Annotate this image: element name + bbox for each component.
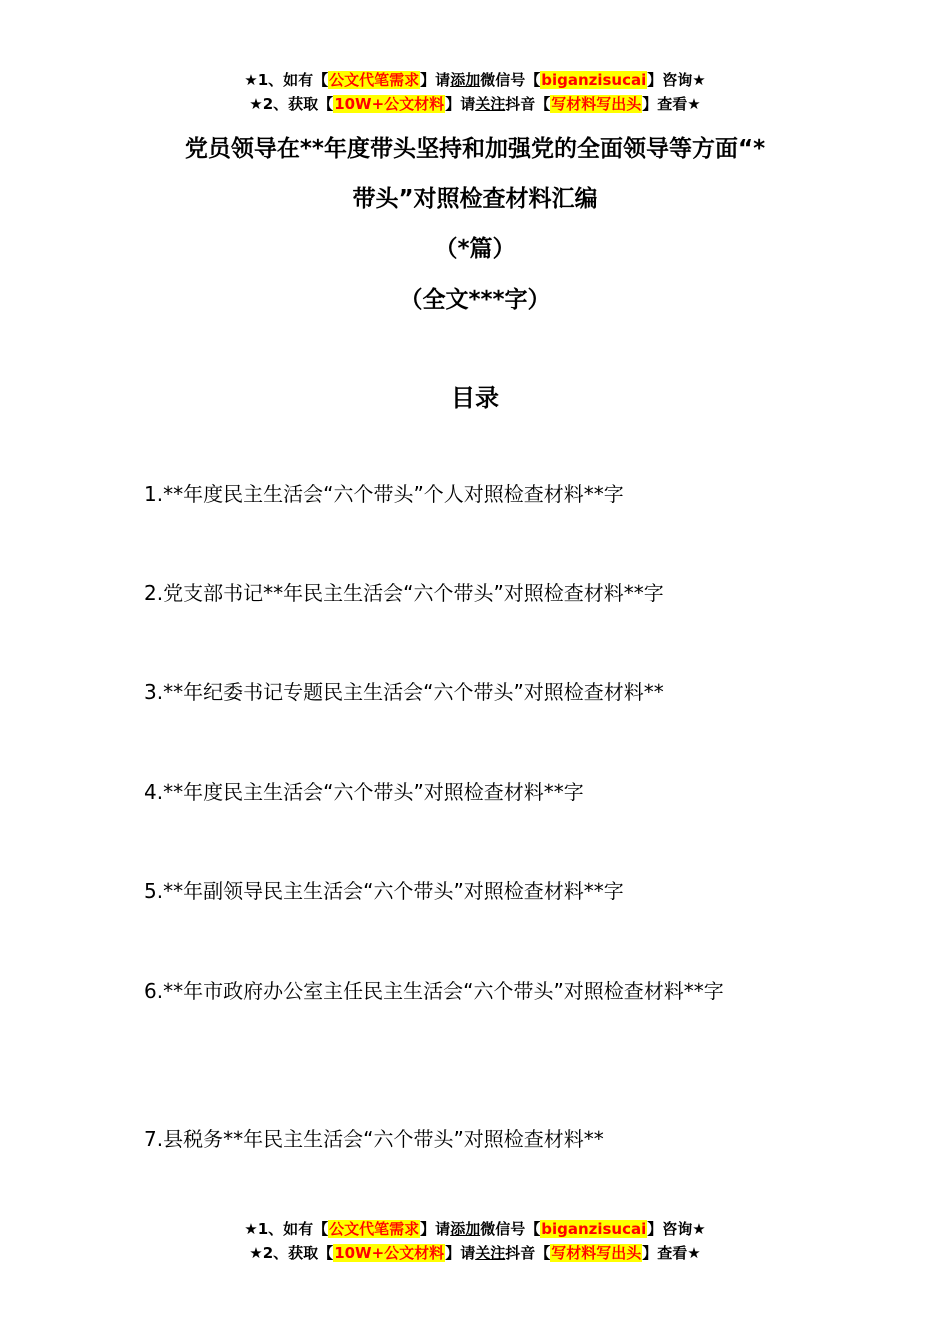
highlight-wechat-id: biganzisucai xyxy=(541,1220,647,1238)
toc-item: 5.**年副领导民主生活会“六个带头”对照检查材料**字 xyxy=(144,879,624,903)
document-word-count: （全文***字） xyxy=(399,287,551,313)
highlight-service: 公文代笔需求 xyxy=(329,71,420,89)
footer-banner xyxy=(0,1217,950,1265)
banner-line-2: ★2、获取【10W+公文材料】请关注抖音【写材料写出头】查看★ xyxy=(249,1244,701,1262)
toc-item: 6.**年市政府办公室主任民主生活会“六个带头”对照检查材料**字 xyxy=(144,979,724,1003)
highlight-douyin-id: 写材料写出头 xyxy=(551,1244,642,1262)
banner-line-2: ★2、获取【10W+公文材料】请关注抖音【写材料写出头】查看★ xyxy=(249,95,701,113)
highlight-douyin-id: 写材料写出头 xyxy=(551,95,642,113)
toc-item: 1.**年度民主生活会“六个带头”个人对照检查材料**字 xyxy=(144,482,624,506)
highlight-materials: 10W+公文材料 xyxy=(334,1244,445,1262)
toc-item: 3.**年纪委书记专题民主生活会“六个带头”对照检查材料** xyxy=(144,680,664,704)
banner-line-1: ★1、如有【公文代笔需求】请添加微信号【biganzisucai】咨询★ xyxy=(244,71,706,89)
toc-item: 7.县税务**年民主生活会“六个带头”对照检查材料** xyxy=(144,1127,604,1151)
document-title-line-2: 带头”对照检查材料汇编 xyxy=(352,186,598,212)
highlight-materials: 10W+公文材料 xyxy=(334,95,445,113)
banner-line-1: ★1、如有【公文代笔需求】请添加微信号【biganzisucai】咨询★ xyxy=(244,1220,706,1238)
document-title-line-1: 党员领导在**年度带头坚持和加强党的全面领导等方面“* xyxy=(184,136,766,162)
highlight-wechat-id: biganzisucai xyxy=(541,71,647,89)
highlight-service: 公文代笔需求 xyxy=(329,1220,420,1238)
toc-item: 2.党支部书记**年民主生活会“六个带头”对照检查材料**字 xyxy=(144,581,664,605)
toc-heading: 目录 xyxy=(451,384,499,412)
header-banner xyxy=(0,68,950,116)
document-count: （*篇） xyxy=(434,236,516,262)
toc-item: 4.**年度民主生活会“六个带头”对照检查材料**字 xyxy=(144,780,584,804)
